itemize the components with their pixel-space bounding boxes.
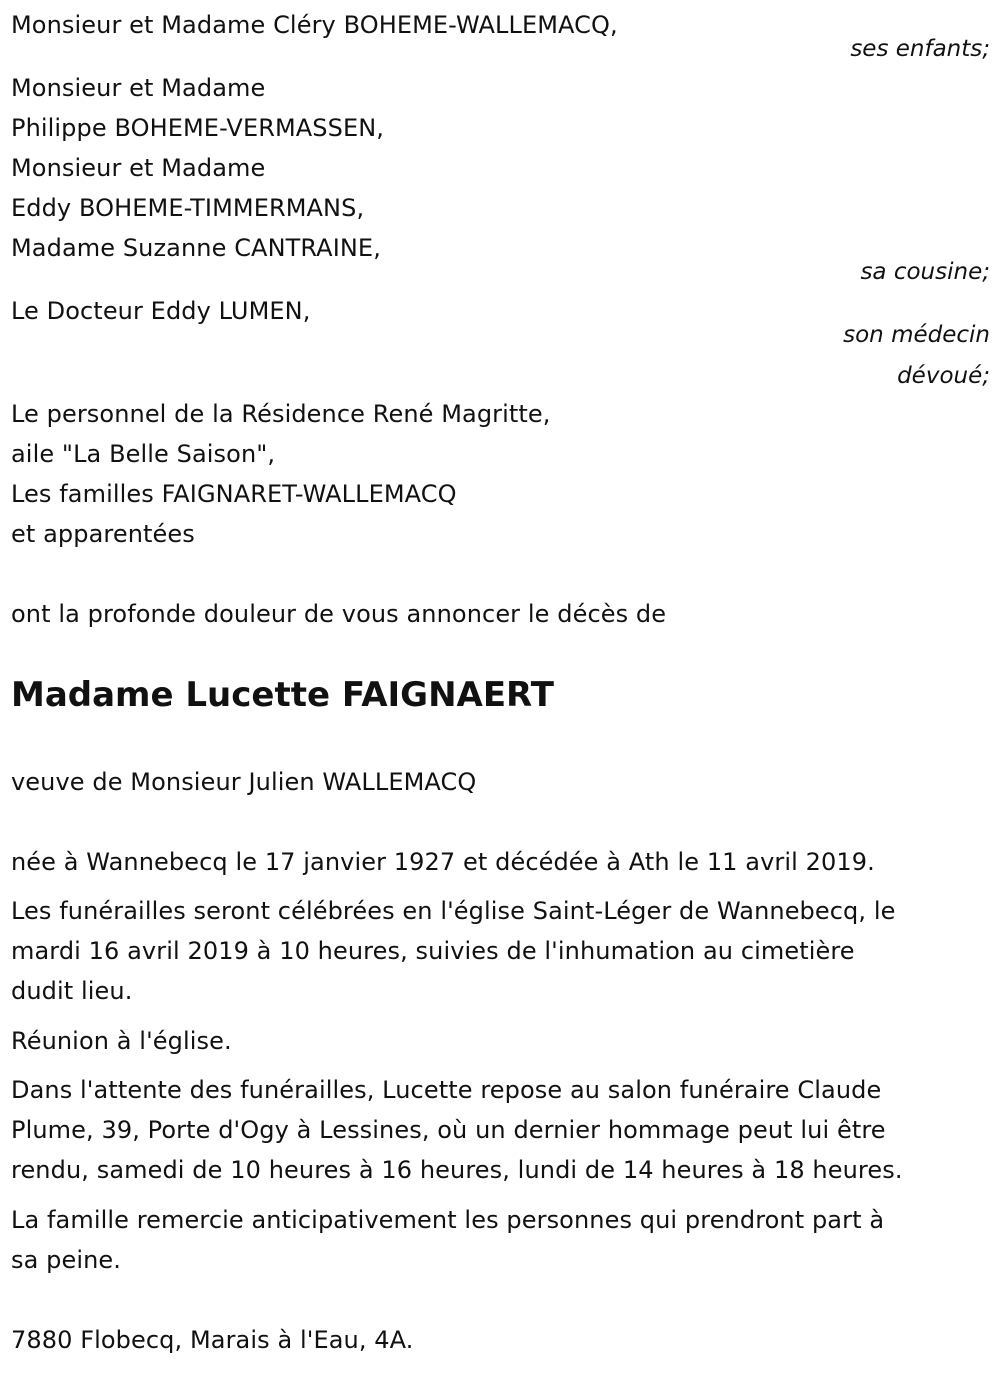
family-line: Philippe BOHEME-VERMASSEN, <box>11 114 385 142</box>
birth-death-text: née à Wannebecq le 17 janvier 1927 et décédée à Ath le 11 avril 2019. <box>11 848 875 876</box>
family-line: Monsieur et Madame <box>11 154 266 182</box>
meeting-text: Réunion à l'église. <box>11 1027 232 1055</box>
widow-of-text: veuve de Monsieur Julien WALLEMACQ <box>11 768 477 796</box>
relation-label: dévoué; <box>897 363 990 389</box>
family-line: Eddy BOHEME-TIMMERMANS, <box>11 194 365 222</box>
funeral-line: dudit lieu. <box>11 977 133 1005</box>
funeral-line: mardi 16 avril 2019 à 10 heures, suivies de l'inhumation au cimetière <box>11 937 855 965</box>
family-line: aile "La Belle Saison", <box>11 440 276 468</box>
funeral-line: Les funérailles seront célébrées en l'église Saint-Léger de Wannebecq, le <box>11 897 896 925</box>
family-line: et apparentées <box>11 520 195 548</box>
relation-label: ses enfants; <box>850 36 990 62</box>
viewing-line: Plume, 39, Porte d'Ogy à Lessines, où un dernier hommage peut lui être <box>11 1116 886 1144</box>
thanks-line: sa peine. <box>11 1246 122 1274</box>
announcement-text: ont la profonde douleur de vous annoncer le décès de <box>11 600 667 628</box>
family-line: Les familles FAIGNARET-WALLEMACQ <box>11 480 457 508</box>
deceased-name: Madame Lucette FAIGNAERT <box>11 675 554 715</box>
family-line: Le Docteur Eddy LUMEN, <box>11 297 311 325</box>
relation-label: sa cousine; <box>860 259 990 285</box>
viewing-line: rendu, samedi de 10 heures à 16 heures, lundi de 14 heures à 18 heures. <box>11 1156 903 1184</box>
relation-label: son médecin <box>843 322 990 348</box>
viewing-line: Dans l'attente des funérailles, Lucette repose au salon funéraire Claude <box>11 1076 882 1104</box>
family-line: Le personnel de la Résidence René Magritte, <box>11 400 551 428</box>
thanks-line: La famille remercie anticipativement les personnes qui prendront part à <box>11 1206 885 1234</box>
family-line: Monsieur et Madame <box>11 74 266 102</box>
family-line: Madame Suzanne CANTRAINE, <box>11 234 381 262</box>
address-text: 7880 Flobecq, Marais à l'Eau, 4A. <box>11 1326 414 1354</box>
family-line: Monsieur et Madame Cléry BOHEME-WALLEMACQ, <box>11 11 618 39</box>
